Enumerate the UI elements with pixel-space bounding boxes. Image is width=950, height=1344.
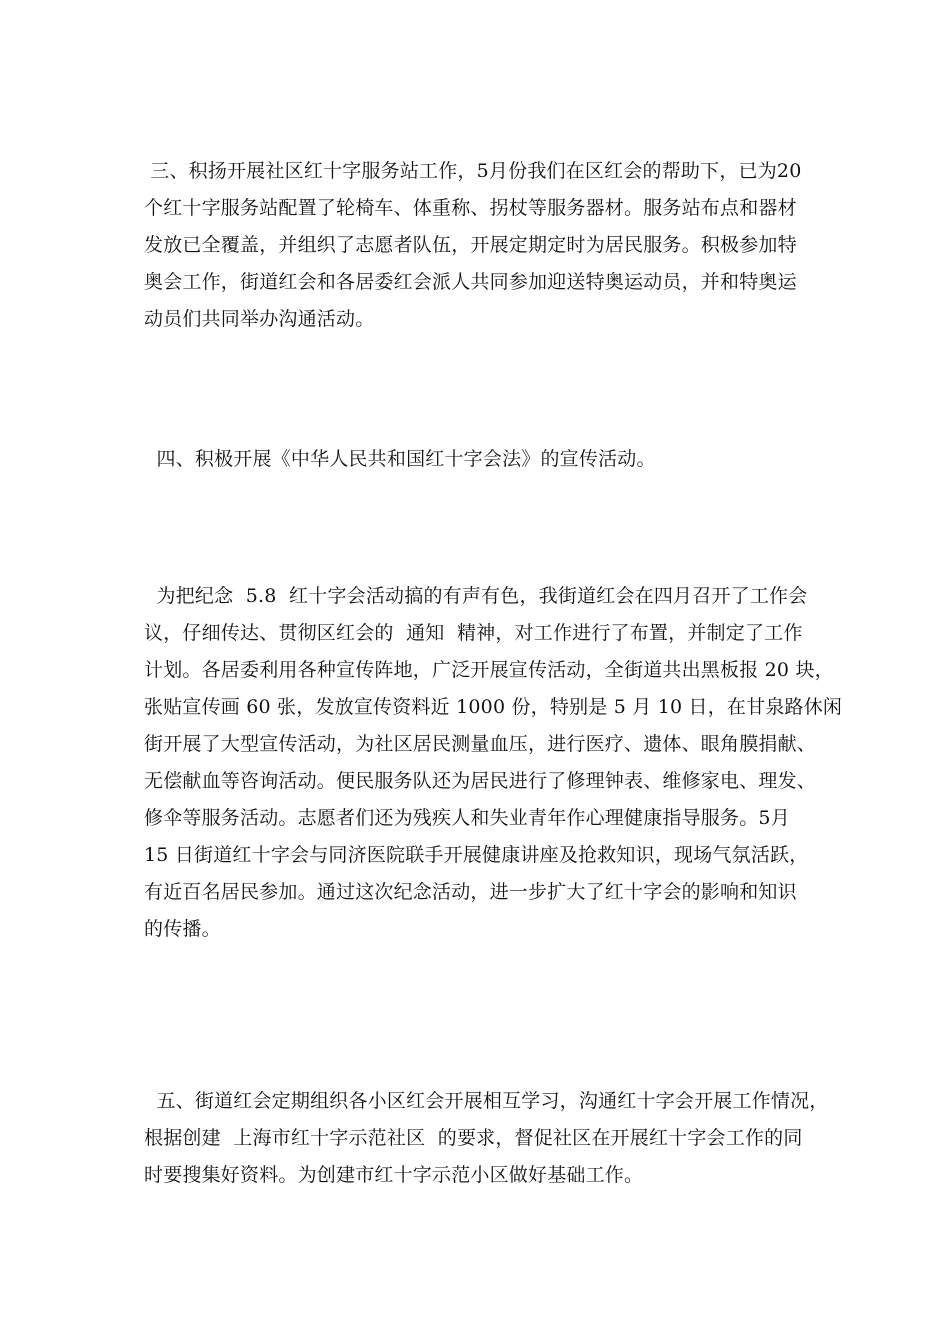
paragraph-section-four-heading (144, 441, 834, 478)
text-line: 为把纪念 5.8 红十字会活动搞的有声有色，我街道红会在四月召开了工作会 (144, 585, 808, 607)
text-line: 计划。各居委利用各种宣传阵地，广泛开展宣传活动，全街道共出黑板报 20 块， (144, 659, 834, 681)
text-line: 奥会工作，街道红会和各居委红会派人共同参加迎送特奥运动员，并和特奥运 (144, 271, 797, 293)
text-line: 修伞等服务活动。志愿者们还为残疾人和失业青年作心理健康指导服务。5月 (144, 807, 790, 829)
text-line: 根据创建 上海市红十字示范社区 的要求，督促社区在开展红十字会工作的同 (144, 1127, 803, 1149)
text-line: 动员们共同举办沟通活动。 (144, 308, 375, 330)
text-line: 发放已全覆盖，并组织了志愿者队伍，开展定期定时为居民服务。积极参加特 (144, 234, 797, 256)
text-line: 个红十字服务站配置了轮椅车、体重称、拐杖等服务器材。服务站布点和器材 (144, 197, 797, 219)
text-line: 议，仔细传达、贯彻区红会的 通知 精神，对工作进行了布置，并制定了工作 (144, 622, 803, 644)
text-line: 无偿献血等咨询活动。便民服务队还为居民进行了修理钟表、维修家电、理发、 (144, 770, 817, 792)
text-line: 街开展了大型宣传活动，为社区居民测量血压，进行医疗、遗体、眼角膜捐献、 (144, 733, 817, 755)
text-line: 五、街道红会定期组织各小区红会开展相互学习，沟通红十字会开展工作情况， (144, 1090, 829, 1112)
paragraph-section-three (144, 153, 834, 338)
text-line: 四、积极开展《中华人民共和国红十字会法》的宣传活动。 (144, 448, 656, 470)
text-line: 时要搜集好资料。为创建市红十字示范小区做好基础工作。 (144, 1164, 644, 1186)
paragraph-commemoration (144, 578, 843, 948)
text-line: 有近百名居民参加。通过这次纪念活动，进一步扩大了红十字会的影响和知识 (144, 881, 797, 903)
text-line: 的传播。 (144, 918, 221, 940)
text-line: 张贴宣传画 60 张，发放宣传资料近 1000 份，特别是 5 月 10 日，在甘泉路休闲 (144, 696, 843, 718)
text-line: 15 日街道红十字会与同济医院联手开展健康讲座及抢救知识，现场气氛活跃， (144, 844, 809, 866)
paragraph-section-five (144, 1083, 834, 1194)
text-line: 三、积扬开展社区红十字服务站工作，5月份我们在区红会的帮助下，已为20 (144, 160, 802, 182)
